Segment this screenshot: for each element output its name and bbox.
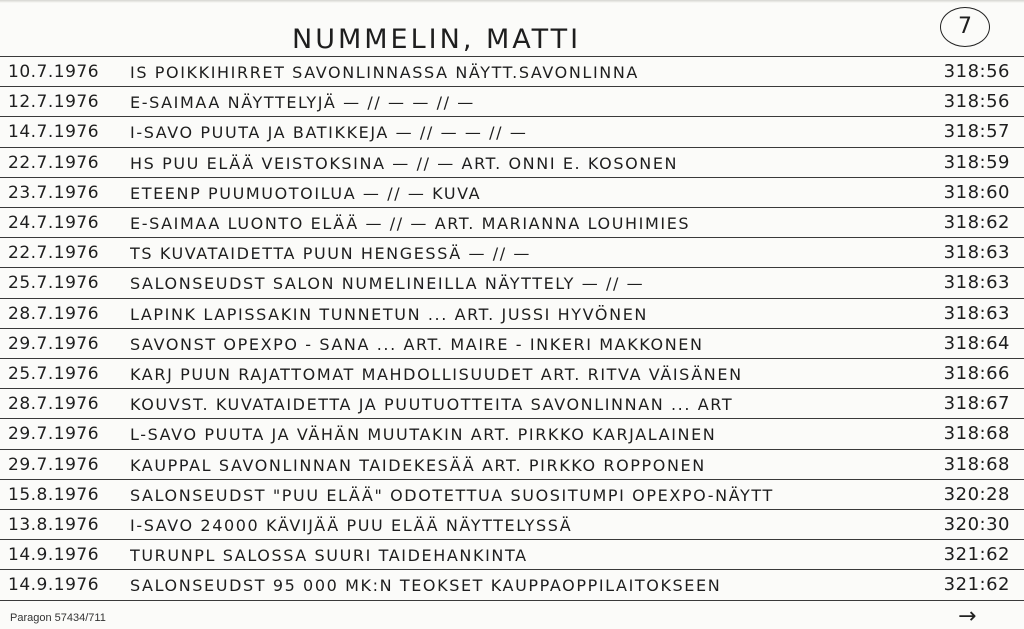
entry-date: 14.9.1976 (8, 545, 100, 566)
entry-date: 22.7.1976 (8, 243, 100, 264)
entry-reference: 321:62 (943, 574, 1010, 596)
card-name-title: NUMMELIN, MATTI (292, 24, 582, 55)
entry-date: 25.7.1976 (8, 273, 100, 294)
entry-content: I-SAVO 24000 KÄVIJÄÄ PUU ELÄÄ NÄYTTELYSSÄ (130, 516, 573, 535)
entry-reference: 318:62 (943, 212, 1010, 233)
entry-reference: 318:67 (943, 393, 1010, 415)
entry-row (0, 114, 1024, 146)
entry-content: LAPINK LAPISSAKIN TUNNETUN ... ART. JUSSI HYVÖNEN (130, 304, 648, 324)
entry-content: I-SAVO PUUTA JA BATIKKEJA — // — — // — (130, 123, 528, 143)
entry-row (0, 416, 1024, 448)
entry-content: ETEENP PUUMUOTOILUA — // — KUVA (130, 183, 482, 203)
entry-rule-line (0, 600, 1024, 601)
entry-row (0, 235, 1024, 267)
entry-row (0, 296, 1024, 328)
printer-imprint: Paragon 57434/711 (10, 612, 106, 624)
entry-row (0, 205, 1024, 237)
entry-row (0, 265, 1024, 297)
entry-content: SALONSEUDST "PUU ELÄÄ" ODOTETTUA SUOSITUMPI OPEXPO-NÄYTT (130, 485, 774, 505)
entry-reference: 318:64 (943, 332, 1010, 354)
entry-date: 25.7.1976 (8, 364, 100, 384)
entry-reference: 320:28 (943, 483, 1010, 505)
entry-content: L-SAVO PUUTA JA VÄHÄN MUUTAKIN ART. PIRKKO KARJALAINEN (130, 425, 717, 445)
entry-date: 14.7.1976 (8, 122, 100, 143)
entry-content: KARJ PUUN RAJATTOMAT MAHDOLLISUUDET ART. RITVA VÄISÄNEN (130, 365, 743, 384)
entry-content: E-SAIMAA LUONTO ELÄÄ — // — ART. MARIANNA LOUHIMIES (130, 214, 691, 233)
entry-row (0, 326, 1024, 358)
continue-arrow-icon: → (958, 604, 977, 629)
entry-date: 12.7.1976 (8, 92, 100, 113)
entry-date: 22.7.1976 (8, 152, 100, 173)
entry-row (0, 447, 1024, 479)
entry-row (0, 477, 1024, 509)
entry-date: 29.7.1976 (8, 333, 100, 354)
entry-content: IS POIKKIHIRRET SAVONLINNASSA NÄYTT.SAVONLINNA (130, 63, 639, 82)
entry-reference: 318:56 (943, 61, 1010, 82)
entry-reference: 320:30 (943, 514, 1010, 535)
entry-reference: 318:57 (943, 121, 1010, 143)
entry-date: 15.8.1976 (8, 484, 100, 505)
entry-date: 29.7.1976 (8, 424, 100, 445)
entry-content: HS PUU ELÄÄ VEISTOKSINA — // — ART. ONNI E. KOSONEN (130, 153, 679, 173)
entry-content: KOUVST. KUVATAIDETTA JA PUUTUOTTEITA SAVONLINNAN ... ART (130, 395, 734, 415)
card-number-circle: 7 (940, 7, 990, 47)
entry-reference: 318:63 (943, 302, 1010, 324)
entry-reference: 318:68 (943, 453, 1010, 475)
entry-date: 23.7.1976 (8, 182, 100, 203)
entry-date: 28.7.1976 (8, 394, 100, 415)
entry-content: SALONSEUDST 95 000 MK:N TEOKSET KAUPPAOPPILAITOKSEEN (130, 576, 722, 596)
entry-content: KAUPPAL SAVONLINNAN TAIDEKESÄÄ ART. PIRKKO ROPPONEN (130, 455, 706, 475)
entry-content: TURUNPL SALOSSA SUURI TAIDEHANKINTA (130, 546, 528, 566)
entry-date: 10.7.1976 (8, 62, 100, 82)
entry-row (0, 175, 1024, 207)
entry-reference: 318:60 (943, 181, 1010, 203)
entry-row (0, 54, 1024, 86)
entry-date: 28.7.1976 (8, 303, 100, 324)
entry-row (0, 84, 1024, 116)
entry-content: SALONSEUDST SALON NUMELINEILLA NÄYTTELY — // — (130, 274, 645, 294)
entry-row (0, 567, 1024, 599)
entry-reference: 318:63 (943, 242, 1010, 264)
entry-row (0, 356, 1024, 388)
entry-row (0, 386, 1024, 418)
entry-date: 29.7.1976 (8, 454, 100, 475)
entry-reference: 318:66 (943, 363, 1010, 384)
entry-row (0, 507, 1024, 539)
entry-reference: 318:59 (943, 151, 1010, 173)
entry-date: 24.7.1976 (8, 213, 100, 233)
entry-reference: 321:62 (943, 544, 1010, 566)
entry-row (0, 145, 1024, 177)
entry-content: TS KUVATAIDETTA PUUN HENGESSÄ — // — (130, 244, 532, 264)
entry-row (0, 537, 1024, 569)
entry-date: 14.9.1976 (8, 575, 100, 596)
entry-reference: 318:63 (943, 272, 1010, 294)
entry-date: 13.8.1976 (8, 515, 100, 535)
entry-reference: 318:56 (943, 91, 1010, 113)
entry-reference: 318:68 (943, 423, 1010, 445)
entry-content: SAVONST OPEXPO - SANA ... ART. MAIRE - INKERI MAKKONEN (130, 334, 704, 354)
entry-content: E-SAIMAA NÄYTTELYJÄ — // — — // — (130, 93, 475, 113)
